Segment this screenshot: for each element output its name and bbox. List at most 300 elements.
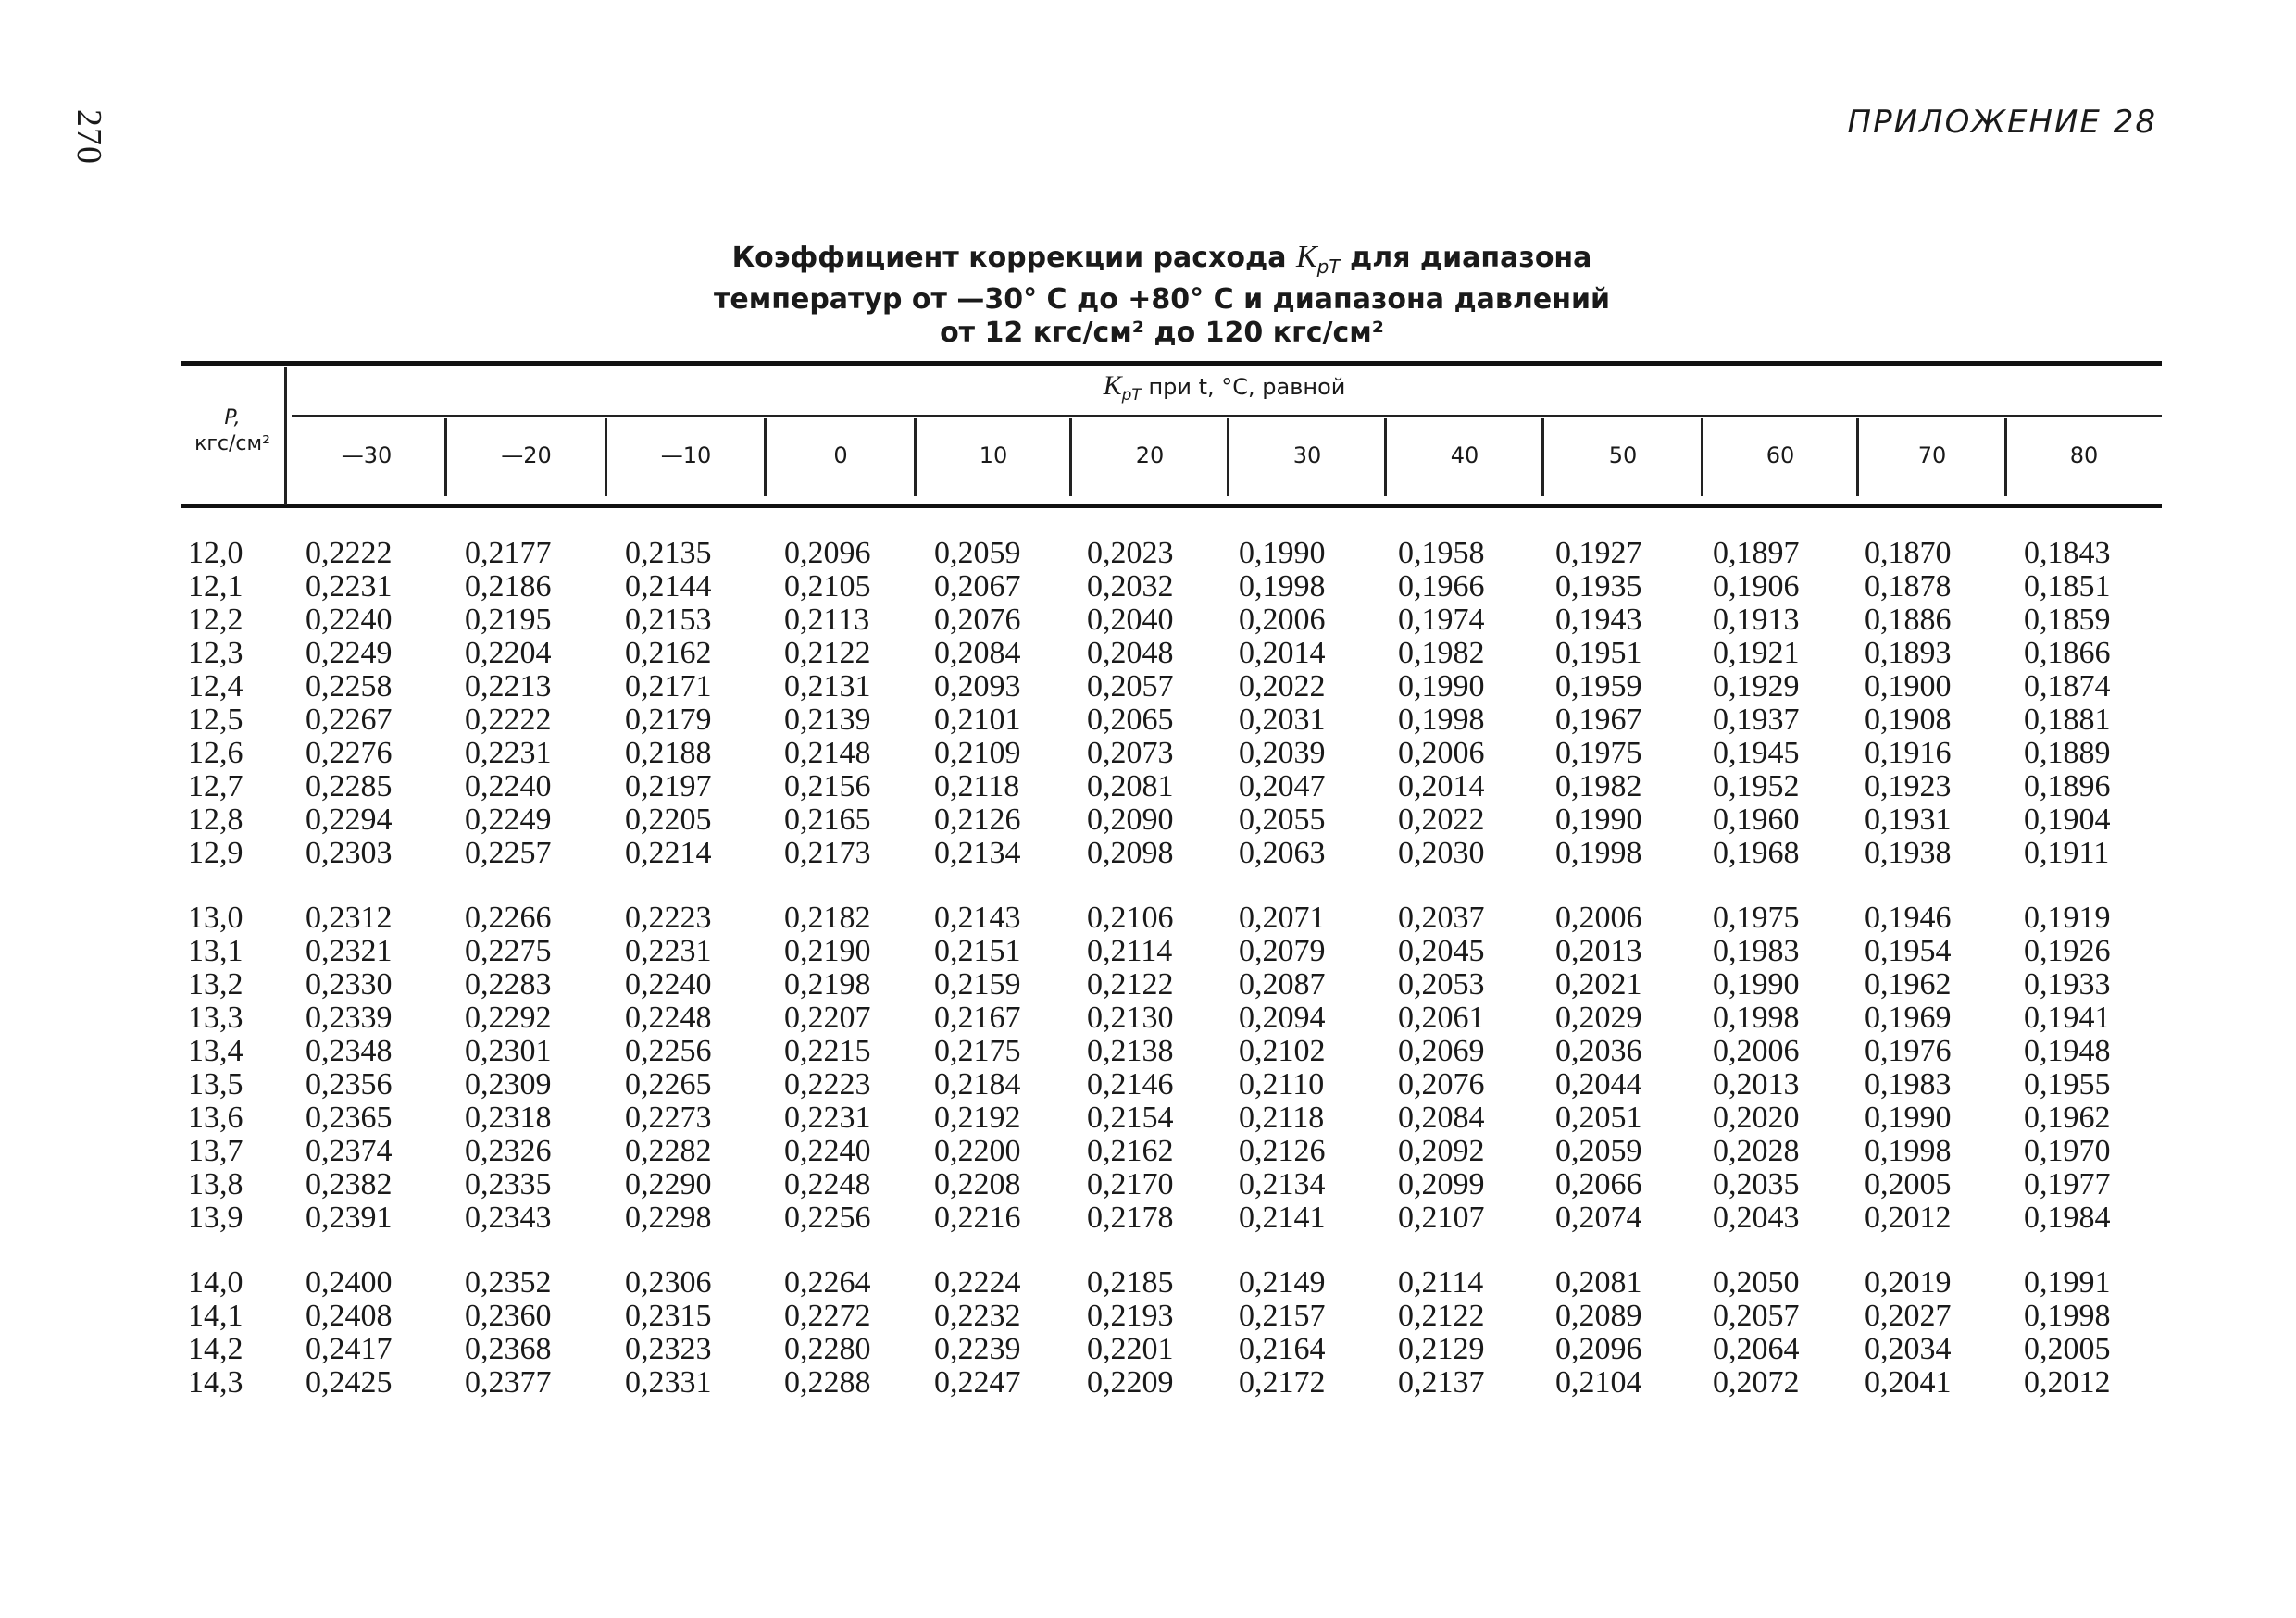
coefficient-cell: 0,2298 <box>625 1201 712 1235</box>
pressure-value: 13,6 <box>188 1101 243 1135</box>
coefficient-cell: 0,2047 <box>1239 769 1326 803</box>
coefficient-cell: 0,1998 <box>1713 1001 1800 1035</box>
pressure-value: 14,3 <box>188 1365 243 1400</box>
coefficient-cell: 0,2032 <box>1087 569 1174 604</box>
coefficient-cell: 0,2143 <box>934 901 1021 935</box>
table-row <box>181 803 2162 837</box>
pressure-value: 13,2 <box>188 967 243 1002</box>
coefficient-cell: 0,2171 <box>625 669 712 703</box>
coefficient-cell: 0,2035 <box>1713 1167 1800 1201</box>
coefficient-cell: 0,1889 <box>2024 736 2111 770</box>
group-header-text: при t, °С, равной <box>1148 374 1346 400</box>
pressure-value: 14,0 <box>188 1265 243 1300</box>
coefficient-cell: 0,2081 <box>1555 1265 1642 1300</box>
pressure-value: 13,4 <box>188 1034 243 1068</box>
coefficient-cell: 0,2014 <box>1239 636 1326 670</box>
coefficient-cell: 0,2141 <box>1239 1201 1326 1235</box>
coefficient-cell: 0,2134 <box>1239 1167 1326 1201</box>
column-header-temp: 10 <box>979 442 1008 468</box>
coefficient-cell: 0,1927 <box>1555 536 1642 570</box>
coefficient-cell: 0,2073 <box>1087 736 1174 770</box>
coefficient-cell: 0,2134 <box>934 836 1021 870</box>
pressure-value: 12,8 <box>188 803 243 837</box>
coefficient-cell: 0,2240 <box>306 603 393 637</box>
coefficient-cell: 0,1966 <box>1398 569 1485 604</box>
coefficient-cell: 0,2283 <box>465 967 552 1002</box>
coefficient-cell: 0,2306 <box>625 1265 712 1300</box>
coefficient-cell: 0,2216 <box>934 1201 1021 1235</box>
coefficient-cell: 0,2043 <box>1713 1201 1800 1235</box>
coefficient-cell: 0,2165 <box>784 803 871 837</box>
coefficient-cell: 0,2240 <box>465 769 552 803</box>
coefficient-cell: 0,2205 <box>625 803 712 837</box>
pressure-value: 13,0 <box>188 901 243 935</box>
coefficient-cell: 0,2175 <box>934 1034 1021 1068</box>
coefficient-cell: 0,2126 <box>1239 1134 1326 1168</box>
coefficient-cell: 0,2069 <box>1398 1034 1485 1068</box>
title-k-subscript: pT <box>1316 255 1341 278</box>
coefficient-cell: 0,1984 <box>2024 1201 2111 1235</box>
coefficient-cell: 0,2178 <box>1087 1201 1174 1235</box>
coefficient-cell: 0,2352 <box>465 1265 552 1300</box>
coefficient-cell: 0,2012 <box>2024 1365 2111 1400</box>
coefficient-cell: 0,2248 <box>625 1001 712 1035</box>
coefficient-cell: 0,2207 <box>784 1001 871 1035</box>
pressure-value: 13,1 <box>188 934 243 968</box>
coefficient-cell: 0,2039 <box>1239 736 1326 770</box>
coefficient-cell: 0,2006 <box>1239 603 1326 637</box>
coefficient-cell: 0,1974 <box>1398 603 1485 637</box>
coefficient-cell: 0,1977 <box>2024 1167 2111 1201</box>
pressure-column-header <box>181 405 284 457</box>
coefficient-cell: 0,2096 <box>784 536 871 570</box>
coefficient-cell: 0,1933 <box>2024 967 2111 1002</box>
coefficient-cell: 0,2292 <box>465 1001 552 1035</box>
coefficient-cell: 0,1991 <box>2024 1265 2111 1300</box>
table-body <box>181 537 2162 1431</box>
coefficient-cell: 0,2339 <box>306 1001 393 1035</box>
table-title <box>0 241 2296 350</box>
row-group <box>181 537 2162 870</box>
coefficient-cell: 0,2096 <box>1555 1332 1642 1366</box>
coefficient-cell: 0,2172 <box>1239 1365 1326 1400</box>
coefficient-cell: 0,2092 <box>1398 1134 1485 1168</box>
coefficient-cell: 0,1897 <box>1713 536 1800 570</box>
table-row <box>181 1266 2162 1300</box>
pressure-value: 12,1 <box>188 569 243 604</box>
column-header-temp: 80 <box>2069 442 2099 468</box>
coefficient-cell: 0,1896 <box>2024 769 2111 803</box>
column-header-temp: 60 <box>1766 442 1795 468</box>
title-line-1 <box>28 241 2296 283</box>
coefficient-cell: 0,2257 <box>465 836 552 870</box>
coefficient-cell: 0,1906 <box>1713 569 1800 604</box>
coefficient-cell: 0,2137 <box>1398 1365 1485 1400</box>
coefficient-cell: 0,2045 <box>1398 934 1485 968</box>
title-line-3: от 12 кгс/см² до 120 кгс/см² <box>940 317 1384 349</box>
coefficient-cell: 0,2153 <box>625 603 712 637</box>
coefficient-cell: 0,2222 <box>465 703 552 737</box>
coefficient-cell: 0,2029 <box>1555 1001 1642 1035</box>
coefficient-cell: 0,2231 <box>465 736 552 770</box>
coefficient-cell: 0,2215 <box>784 1034 871 1068</box>
table-row <box>181 770 2162 803</box>
column-divider <box>444 418 447 496</box>
table-row <box>181 537 2162 570</box>
coefficient-cell: 0,2084 <box>934 636 1021 670</box>
column-divider <box>764 418 767 496</box>
coefficient-cell: 0,2044 <box>1555 1067 1642 1101</box>
coefficient-cell: 0,2343 <box>465 1201 552 1235</box>
table-row <box>181 637 2162 670</box>
coefficient-cell: 0,2104 <box>1555 1365 1642 1400</box>
coefficient-cell: 0,2231 <box>784 1101 871 1135</box>
coefficient-cell: 0,2109 <box>934 736 1021 770</box>
column-divider <box>1384 418 1387 496</box>
column-divider <box>1227 418 1229 496</box>
coefficient-cell: 0,1893 <box>1865 636 1952 670</box>
coefficient-cell: 0,1870 <box>1865 536 1952 570</box>
coefficient-cell: 0,1916 <box>1865 736 1952 770</box>
table-row <box>181 1002 2162 1035</box>
coefficient-cell: 0,2064 <box>1713 1332 1800 1366</box>
coefficient-cell: 0,2030 <box>1398 836 1485 870</box>
coefficient-cell: 0,2231 <box>306 569 393 604</box>
appendix-label: ПРИЛОЖЕНИЕ 28 <box>1847 104 2157 141</box>
coefficient-cell: 0,2118 <box>934 769 1020 803</box>
coefficient-cell: 0,1983 <box>1713 934 1800 968</box>
coefficient-cell: 0,2258 <box>306 669 393 703</box>
coefficient-cell: 0,2256 <box>784 1201 871 1235</box>
coefficient-cell: 0,2208 <box>934 1167 1021 1201</box>
column-header-temp: —30 <box>341 442 393 468</box>
coefficient-cell: 0,1926 <box>2024 934 2111 968</box>
coefficient-cell: 0,1929 <box>1713 669 1800 703</box>
coefficient-cell: 0,2157 <box>1239 1299 1326 1333</box>
table-row <box>181 1168 2162 1201</box>
coefficient-cell: 0,2040 <box>1087 603 1174 637</box>
coefficient-cell: 0,2067 <box>934 569 1021 604</box>
coefficient-cell: 0,2223 <box>625 901 712 935</box>
table-row <box>181 1135 2162 1168</box>
coefficient-cell: 0,2360 <box>465 1299 552 1333</box>
coefficient-cell: 0,2240 <box>625 967 712 1002</box>
coefficient-cell: 0,2151 <box>934 934 1021 968</box>
coefficient-cell: 0,2072 <box>1713 1365 1800 1400</box>
coefficient-cell: 0,2417 <box>306 1332 393 1366</box>
coefficient-cell: 0,1935 <box>1555 569 1642 604</box>
coefficient-cell: 0,2214 <box>625 836 712 870</box>
coefficient-cell: 0,2167 <box>934 1001 1021 1035</box>
coefficient-cell: 0,1982 <box>1555 769 1642 803</box>
coefficient-cell: 0,1843 <box>2024 536 2111 570</box>
coefficient-cell: 0,2239 <box>934 1332 1021 1366</box>
coefficient-cell: 0,2249 <box>465 803 552 837</box>
coefficient-cell: 0,1904 <box>2024 803 2111 837</box>
pressure-value: 13,8 <box>188 1167 243 1201</box>
coefficient-cell: 0,2391 <box>306 1201 393 1235</box>
column-divider <box>605 418 607 496</box>
coefficient-cell: 0,1990 <box>1713 967 1800 1002</box>
coefficient-cell: 0,2130 <box>1087 1001 1174 1035</box>
coefficient-cell: 0,2185 <box>1087 1265 1174 1300</box>
pressure-value: 14,2 <box>188 1332 243 1366</box>
coefficient-cell: 0,2006 <box>1398 736 1485 770</box>
coefficient-cell: 0,1911 <box>2024 836 2110 870</box>
coefficient-cell: 0,2122 <box>784 636 871 670</box>
coefficient-cell: 0,2066 <box>1555 1167 1642 1201</box>
coefficient-cell: 0,2204 <box>465 636 552 670</box>
coefficient-cell: 0,2006 <box>1555 901 1642 935</box>
coefficient-cell: 0,2201 <box>1087 1332 1174 1366</box>
coefficient-cell: 0,2190 <box>784 934 871 968</box>
coefficient-cell: 0,2197 <box>625 769 712 803</box>
pressure-value: 12,2 <box>188 603 243 637</box>
coefficient-cell: 0,2023 <box>1087 536 1174 570</box>
coefficient-cell: 0,1990 <box>1398 669 1485 703</box>
coefficient-cell: 0,1941 <box>2024 1001 2111 1035</box>
coefficient-cell: 0,2093 <box>934 669 1021 703</box>
coefficient-cell: 0,2099 <box>1398 1167 1485 1201</box>
coefficient-cell: 0,2036 <box>1555 1034 1642 1068</box>
coefficient-cell: 0,2022 <box>1239 669 1326 703</box>
coefficient-cell: 0,2365 <box>306 1101 393 1135</box>
column-divider <box>1701 418 1703 496</box>
coefficient-cell: 0,2275 <box>465 934 552 968</box>
coefficient-cell: 0,2303 <box>306 836 393 870</box>
coefficient-cell: 0,2162 <box>625 636 712 670</box>
coefficient-cell: 0,2057 <box>1087 669 1174 703</box>
coefficient-cell: 0,2331 <box>625 1365 712 1400</box>
coefficient-cell: 0,2122 <box>1087 967 1174 1002</box>
coefficient-cell: 0,2267 <box>306 703 393 737</box>
coefficient-cell: 0,2266 <box>465 901 552 935</box>
column-divider <box>914 418 917 496</box>
coefficient-cell: 0,2063 <box>1239 836 1326 870</box>
table-row <box>181 604 2162 637</box>
pressure-value: 12,9 <box>188 836 243 870</box>
coefficient-cell: 0,2198 <box>784 967 871 1002</box>
coefficient-cell: 0,1954 <box>1865 934 1952 968</box>
coefficient-cell: 0,1998 <box>1555 836 1642 870</box>
column-header-temp: —10 <box>660 442 712 468</box>
header-bottom-rule <box>181 504 2162 508</box>
coefficient-cell: 0,2273 <box>625 1101 712 1135</box>
coefficient-cell: 0,1948 <box>2024 1034 2111 1068</box>
coefficient-cell: 0,2309 <box>465 1067 552 1101</box>
coefficient-cell: 0,2031 <box>1239 703 1326 737</box>
coefficient-cell: 0,2139 <box>784 703 871 737</box>
coefficient-cell: 0,1919 <box>2024 901 2111 935</box>
coefficient-cell: 0,2290 <box>625 1167 712 1201</box>
coefficient-cell: 0,2126 <box>934 803 1021 837</box>
coefficient-cell: 0,2192 <box>934 1101 1021 1135</box>
coefficient-cell: 0,1866 <box>2024 636 2111 670</box>
coefficient-cell: 0,2248 <box>784 1167 871 1201</box>
coefficient-cell: 0,2195 <box>465 603 552 637</box>
pressure-value: 12,3 <box>188 636 243 670</box>
table-row <box>181 570 2162 604</box>
coefficient-cell: 0,1859 <box>2024 603 2111 637</box>
coefficient-cell: 0,1923 <box>1865 769 1952 803</box>
coefficient-cell: 0,2335 <box>465 1167 552 1201</box>
pressure-symbol: P, <box>224 406 241 429</box>
table-row <box>181 935 2162 968</box>
coefficient-cell: 0,2368 <box>465 1332 552 1366</box>
table-row <box>181 737 2162 770</box>
coefficient-cell: 0,2170 <box>1087 1167 1174 1201</box>
coefficient-cell: 0,2356 <box>306 1067 393 1101</box>
coefficient-cell: 0,1982 <box>1398 636 1485 670</box>
coefficient-cell: 0,2223 <box>784 1067 871 1101</box>
coefficient-cell: 0,1998 <box>2024 1299 2111 1333</box>
coefficient-cell: 0,2028 <box>1713 1134 1800 1168</box>
table-row <box>181 670 2162 703</box>
pressure-value: 14,1 <box>188 1299 243 1333</box>
coefficient-cell: 0,2122 <box>1398 1299 1485 1333</box>
coefficient-cell: 0,2144 <box>625 569 712 604</box>
coefficient-cell: 0,2074 <box>1555 1201 1642 1235</box>
coefficient-cell: 0,2006 <box>1713 1034 1800 1068</box>
coefficient-cell: 0,2107 <box>1398 1201 1485 1235</box>
coefficient-cell: 0,2282 <box>625 1134 712 1168</box>
coefficient-cell: 0,2294 <box>306 803 393 837</box>
coefficient-cell: 0,2090 <box>1087 803 1174 837</box>
coefficient-cell: 0,2200 <box>934 1134 1021 1168</box>
table-row <box>181 1068 2162 1101</box>
coefficient-cell: 0,1975 <box>1713 901 1800 935</box>
coefficient-cell: 0,2037 <box>1398 901 1485 935</box>
coefficient-cell: 0,1955 <box>2024 1067 2111 1101</box>
coefficient-cell: 0,2076 <box>1398 1067 1485 1101</box>
title-line-2: температур от —30° С до +80° С и диапазона давлений <box>713 283 1610 316</box>
column-header-temp: 40 <box>1450 442 1479 468</box>
coefficient-cell: 0,2162 <box>1087 1134 1174 1168</box>
coefficient-cell: 0,1998 <box>1398 703 1485 737</box>
coefficient-cell: 0,2138 <box>1087 1034 1174 1068</box>
coefficient-cell: 0,2182 <box>784 901 871 935</box>
coefficient-cell: 0,2061 <box>1398 1001 1485 1035</box>
coefficient-cell: 0,1900 <box>1865 669 1952 703</box>
coefficient-cell: 0,2330 <box>306 967 393 1002</box>
coefficient-cell: 0,1931 <box>1865 803 1952 837</box>
coefficient-cell: 0,2079 <box>1239 934 1326 968</box>
coefficient-cell: 0,2012 <box>1865 1201 1952 1235</box>
coefficient-cell: 0,1951 <box>1555 636 1642 670</box>
coefficient-cell: 0,2408 <box>306 1299 393 1333</box>
coefficient-cell: 0,2154 <box>1087 1101 1174 1135</box>
coefficient-cell: 0,2179 <box>625 703 712 737</box>
coefficient-cell: 0,2312 <box>306 901 393 935</box>
coefficient-cell: 0,1921 <box>1713 636 1800 670</box>
coefficient-cell: 0,2425 <box>306 1365 393 1400</box>
coefficient-cell: 0,1998 <box>1239 569 1326 604</box>
pressure-value: 12,6 <box>188 736 243 770</box>
pressure-value: 12,5 <box>188 703 243 737</box>
coefficient-cell: 0,1967 <box>1555 703 1642 737</box>
coefficient-cell: 0,2041 <box>1865 1365 1952 1400</box>
coefficient-cell: 0,1937 <box>1713 703 1800 737</box>
coefficient-cell: 0,1874 <box>2024 669 2111 703</box>
coefficient-cell: 0,1945 <box>1713 736 1800 770</box>
coefficient-cell: 0,1975 <box>1555 736 1642 770</box>
coefficient-cell: 0,2055 <box>1239 803 1326 837</box>
coefficient-cell: 0,2186 <box>465 569 552 604</box>
coefficient-cell: 0,2231 <box>625 934 712 968</box>
coefficient-cell: 0,2276 <box>306 736 393 770</box>
table-row <box>181 1201 2162 1235</box>
coefficient-cell: 0,2110 <box>1239 1067 1325 1101</box>
coefficient-cell: 0,2094 <box>1239 1001 1326 1035</box>
coefficient-cell: 0,1990 <box>1865 1101 1952 1135</box>
coefficient-cell: 0,2087 <box>1239 967 1326 1002</box>
coefficient-cell: 0,2135 <box>625 536 712 570</box>
group-k-subscript: pT <box>1121 385 1142 404</box>
coefficient-cell: 0,2249 <box>306 636 393 670</box>
table-row <box>181 703 2162 737</box>
coefficient-cell: 0,2256 <box>625 1034 712 1068</box>
coefficient-cell: 0,2071 <box>1239 901 1326 935</box>
coefficient-cell: 0,2005 <box>1865 1167 1952 1201</box>
column-header-temp: 50 <box>1608 442 1638 468</box>
coefficient-cell: 0,2213 <box>465 669 552 703</box>
coefficient-cell: 0,1952 <box>1713 769 1800 803</box>
coefficient-cell: 0,2005 <box>2024 1332 2111 1366</box>
coefficient-cell: 0,2159 <box>934 967 1021 1002</box>
coefficient-cell: 0,1998 <box>1865 1134 1952 1168</box>
coefficient-cell: 0,1851 <box>2024 569 2111 604</box>
coefficient-cell: 0,2280 <box>784 1332 871 1366</box>
coefficient-cell: 0,2084 <box>1398 1101 1485 1135</box>
coefficient-cell: 0,2105 <box>784 569 871 604</box>
coefficient-cell: 0,2146 <box>1087 1067 1174 1101</box>
coefficient-cell: 0,2057 <box>1713 1299 1800 1333</box>
pressure-value: 12,0 <box>188 536 243 570</box>
coefficient-cell: 0,2184 <box>934 1067 1021 1101</box>
coefficient-cell: 0,2053 <box>1398 967 1485 1002</box>
pressure-unit: кгс/см² <box>194 432 270 455</box>
coefficient-cell: 0,2265 <box>625 1067 712 1101</box>
coefficient-cell: 0,2065 <box>1087 703 1174 737</box>
table-row <box>181 837 2162 870</box>
coefficient-cell: 0,1968 <box>1713 836 1800 870</box>
coefficient-cell: 0,2348 <box>306 1034 393 1068</box>
coefficient-cell: 0,2114 <box>1398 1265 1484 1300</box>
coefficient-cell: 0,2315 <box>625 1299 712 1333</box>
coefficient-cell: 0,2059 <box>934 536 1021 570</box>
coefficient-cell: 0,2321 <box>306 934 393 968</box>
table-row <box>181 1101 2162 1135</box>
coefficient-cell: 0,2177 <box>465 536 552 570</box>
coefficient-cell: 0,2101 <box>934 703 1021 737</box>
coefficient-cell: 0,2013 <box>1555 934 1642 968</box>
coefficient-cell: 0,2382 <box>306 1167 393 1201</box>
coefficient-cell: 0,1881 <box>2024 703 2111 737</box>
coefficient-cell: 0,2323 <box>625 1332 712 1366</box>
table-row <box>181 1300 2162 1333</box>
coefficient-cell: 0,1958 <box>1398 536 1485 570</box>
coefficient-cell: 0,1962 <box>1865 967 1952 1002</box>
coefficient-cell: 0,2118 <box>1239 1101 1325 1135</box>
coefficient-cell: 0,1960 <box>1713 803 1800 837</box>
coefficient-cell: 0,2014 <box>1398 769 1485 803</box>
coefficient-cell: 0,2022 <box>1398 803 1485 837</box>
coefficient-cell: 0,2059 <box>1555 1134 1642 1168</box>
coefficient-cell: 0,2106 <box>1087 901 1174 935</box>
coefficient-cell: 0,2272 <box>784 1299 871 1333</box>
coefficient-cell: 0,2209 <box>1087 1365 1174 1400</box>
coefficient-cell: 0,2247 <box>934 1365 1021 1400</box>
